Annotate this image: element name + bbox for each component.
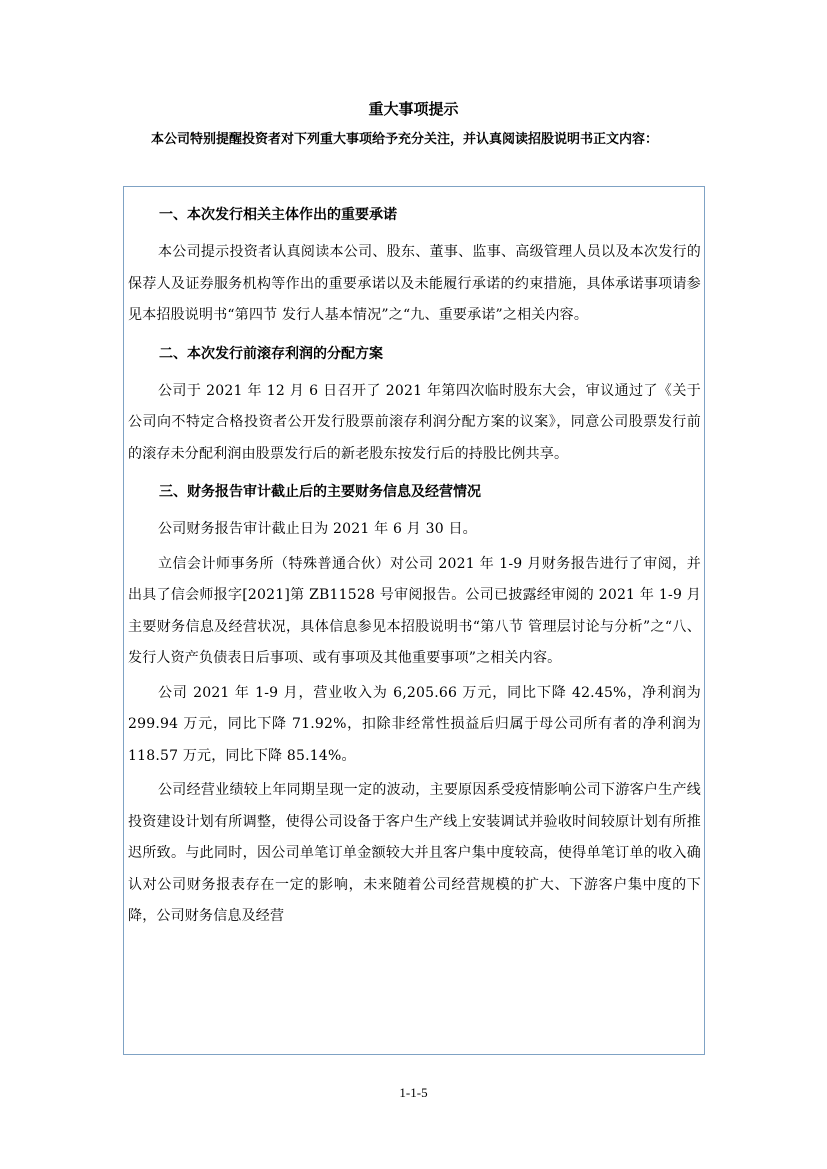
intro-notice: 本公司特别提醒投资者对下列重大事项给予充分关注，并认真阅读招股说明书正文内容： (151, 132, 659, 147)
paragraph: 公司经营业绩较上年同期呈现一定的波动，主要原因系受疫情影响公司下游客户生产线投资建设计划有所调整，使得公司设备于客户生产线上安装调试并验收时间较原计划有所推迟所致。与此同时，因公司单笔订单金额较大并且客户集中度较高，使得单笔订单的收入确认对公司财务报表存在一定的影响，未来随着公司经营规模的扩大、下游客户集中度的下降，公司财务信息及经营 (128, 782, 701, 924)
section-heading: 一、本次发行相关主体作出的重要承诺 (159, 207, 397, 223)
paragraph: 本公司提示投资者认真阅读本公司、股东、董事、监事、高级管理人员以及本次发行的保荐人及证券服务机构等作出的重要承诺以及未能履行承诺的约束措施，具体承诺事项请参见本招股说明书“第四节 发行人基本情况”之“九、重要承诺”之相关内容。 (128, 244, 701, 323)
paragraph: 立信会计师事务所（特殊普通合伙）对公司 2021 年 1-9 月财务报告进行了审阅，并出具了信会师报字[2021]第 ZB11528 号审阅报告。公司已披露经审阅的 2021 年 1-9 月主要财务信息及经营状况，具体信息参见本招股说明书“第八节 管理层讨论与分析”之“八、发行人资产负债表日后事项、或有事项及其他重要事项”之相关内容。 (128, 555, 701, 666)
section-1 (128, 193, 701, 332)
page-number: 1-1-5 (399, 1085, 428, 1100)
notice-box (123, 186, 705, 1055)
section-heading: 三、财务报告审计截止后的主要财务信息及经营情况 (159, 484, 481, 500)
section-3 (128, 470, 701, 933)
section-2 (128, 332, 701, 471)
section-heading: 二、本次发行前滚存利润的分配方案 (159, 345, 383, 362)
page-title: 重大事项提示 (368, 100, 459, 118)
paragraph: 公司 2021 年 1-9 月，营业收入为 6,205.66 万元，同比下降 42.45%，净利润为 299.94 万元，同比下降 71.92%，扣除非经常性损益后归属于母公司所有者的净利润为 118.57 万元，同比下降 85.14%。 (128, 684, 701, 764)
paragraph: 公司财务报告审计截止日为 2021 年 6 月 30 日。 (158, 521, 477, 537)
paragraph: 公司于 2021 年 12 月 6 日召开了 2021 年第四次临时股东大会，审议通过了《关于公司向不特定合格投资者公开发行股票前滚存利润分配方案的议案》，同意公司股票发行前的滚存未分配利润由股票发行后的新老股东按发行后的持股比例共享。 (128, 382, 701, 462)
